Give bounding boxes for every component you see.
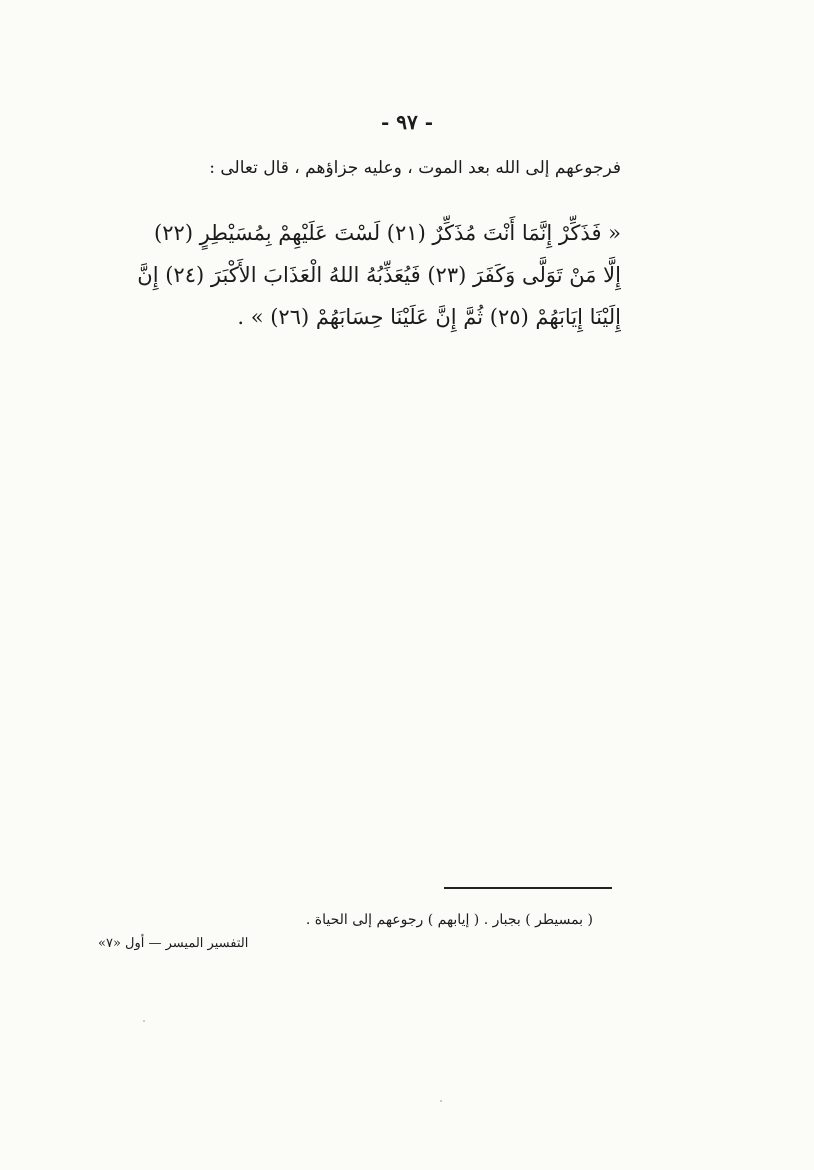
book-signature: التفسير الميسر — أول «٧» [98, 936, 249, 951]
verse-line: « فَذَكِّرْ إِنَّمَا أَنْتَ مُذَكِّرٌ (٢١) لَسْتَ عَلَيْهِمْ بِمُسَيْطِرٍ (٢٢) [154, 221, 621, 245]
page-number: - ٩٧ - [380, 110, 433, 134]
scan-speck [440, 1100, 442, 1102]
footnote: ( بمسيطر ) بجبار . ( إيابهم ) رجوعهم إلى الحياة . [305, 912, 593, 928]
intro-text: فرجوعهم إلى الله بعد الموت ، وعليه جزاؤهم ، قال تعالى : [209, 158, 621, 178]
footnote-divider [444, 887, 612, 889]
verse-line: إِلَّا مَنْ تَوَلَّى وَكَفَرَ (٢٣) فَيُعَذِّبُهُ اللهُ الْعَذَابَ الأَكْبَرَ (٢٤) إِنَّ [137, 263, 621, 287]
verse-line: إِلَيْنَا إِيَابَهُمْ (٢٥) ثُمَّ إِنَّ عَلَيْنَا حِسَابَهُمْ (٢٦) » . [237, 305, 621, 329]
quran-verses [81, 212, 621, 338]
scan-speck [143, 1020, 145, 1022]
